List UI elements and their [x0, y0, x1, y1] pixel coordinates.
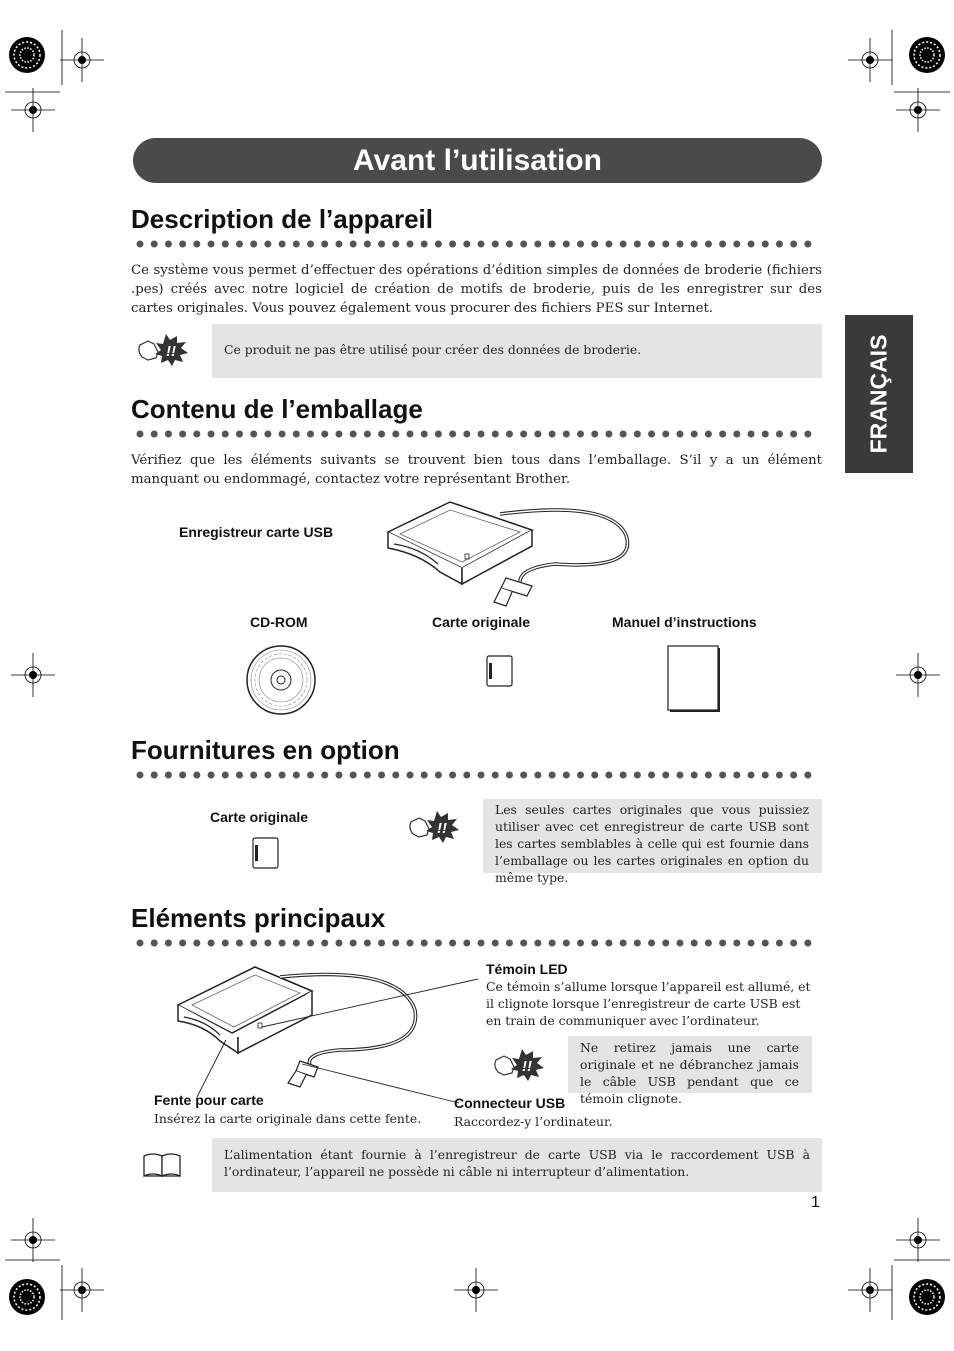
- item-label-manual: Manuel d’instructions: [612, 614, 757, 630]
- svg-text:!!: !!: [166, 343, 176, 360]
- description-note-text: Ce produit ne pas être utilisé pour créer des données de broderie.: [224, 342, 642, 357]
- note-box: [568, 1036, 812, 1106]
- section-heading-main-parts: Eléments principaux: [131, 903, 386, 933]
- section-heading-options: Fournitures en option: [131, 735, 400, 765]
- item-label-card: Carte originale: [432, 614, 531, 630]
- section-heading-description: Description de l’appareil: [131, 204, 433, 234]
- slot-title: Fente pour carte: [154, 1092, 264, 1108]
- item-label-cdrom: CD-ROM: [250, 614, 308, 630]
- memo-text: L’alimentation étant fournie à l’enregistreur de carte USB via le raccordement USB à l’ordinateur, l’appareil ne possède ni câble ni interrupteur d’alimentation.: [224, 1147, 810, 1179]
- page-number: 1: [811, 1194, 820, 1211]
- slot-description: Insérez la carte originale dans cette fente.: [154, 1111, 422, 1126]
- contents-body: Vérifiez que les éléments suivants se trouvent bien tous dans l’emballage. S’il y a un élément manquant ou endommagé, contactez votre représentant Brother.: [131, 453, 822, 487]
- svg-text:!!: !!: [522, 1058, 532, 1075]
- led-description: Ce témoin s’allume lorsque l’appareil est allumé, et il clignote lorsque l’enregistreur de carte USB est en train de communiquer avec l’ordinateur.: [486, 979, 811, 1028]
- caution-icon: [492, 1046, 546, 1086]
- memo-book-icon: [142, 1150, 184, 1184]
- page-title: Avant l’utilisation: [133, 138, 822, 183]
- description-body: Ce système vous permet d’effectuer des opérations d’édition simples de données de broderie (fichiers .pes) créés avec notre logiciel de création de motifs de broderie, puis de les enregistrer sur des cartes originales. Vous pouvez également vous procurer des fichiers PES sur Internet.: [131, 263, 822, 316]
- item-label-usb-writer: Enregistreur carte USB: [179, 524, 334, 540]
- led-title: Témoin LED: [486, 961, 568, 977]
- led-note-text: Ne retirez jamais une carte originale et ne débranchez jamais le câble USB pendant que ce témoin clignote.: [580, 1040, 799, 1106]
- language-tab-label: FRANÇAIS: [865, 334, 892, 454]
- option-label-card: Carte originale: [210, 809, 309, 825]
- section-heading-contents: Contenu de l’emballage: [131, 394, 423, 424]
- connector-description: Raccordez-y l’ordinateur.: [454, 1114, 613, 1129]
- connector-title: Connecteur USB: [454, 1095, 566, 1111]
- options-note-text: Les seules cartes originales que vous puissiez utiliser avec cet enregistreur de carte USB sont les cartes semblables à celle qui est fournie dans l’emballage ou les cartes originales en option du même type.: [495, 802, 809, 885]
- svg-text:!!: !!: [437, 820, 447, 837]
- memo-box: [212, 1138, 822, 1192]
